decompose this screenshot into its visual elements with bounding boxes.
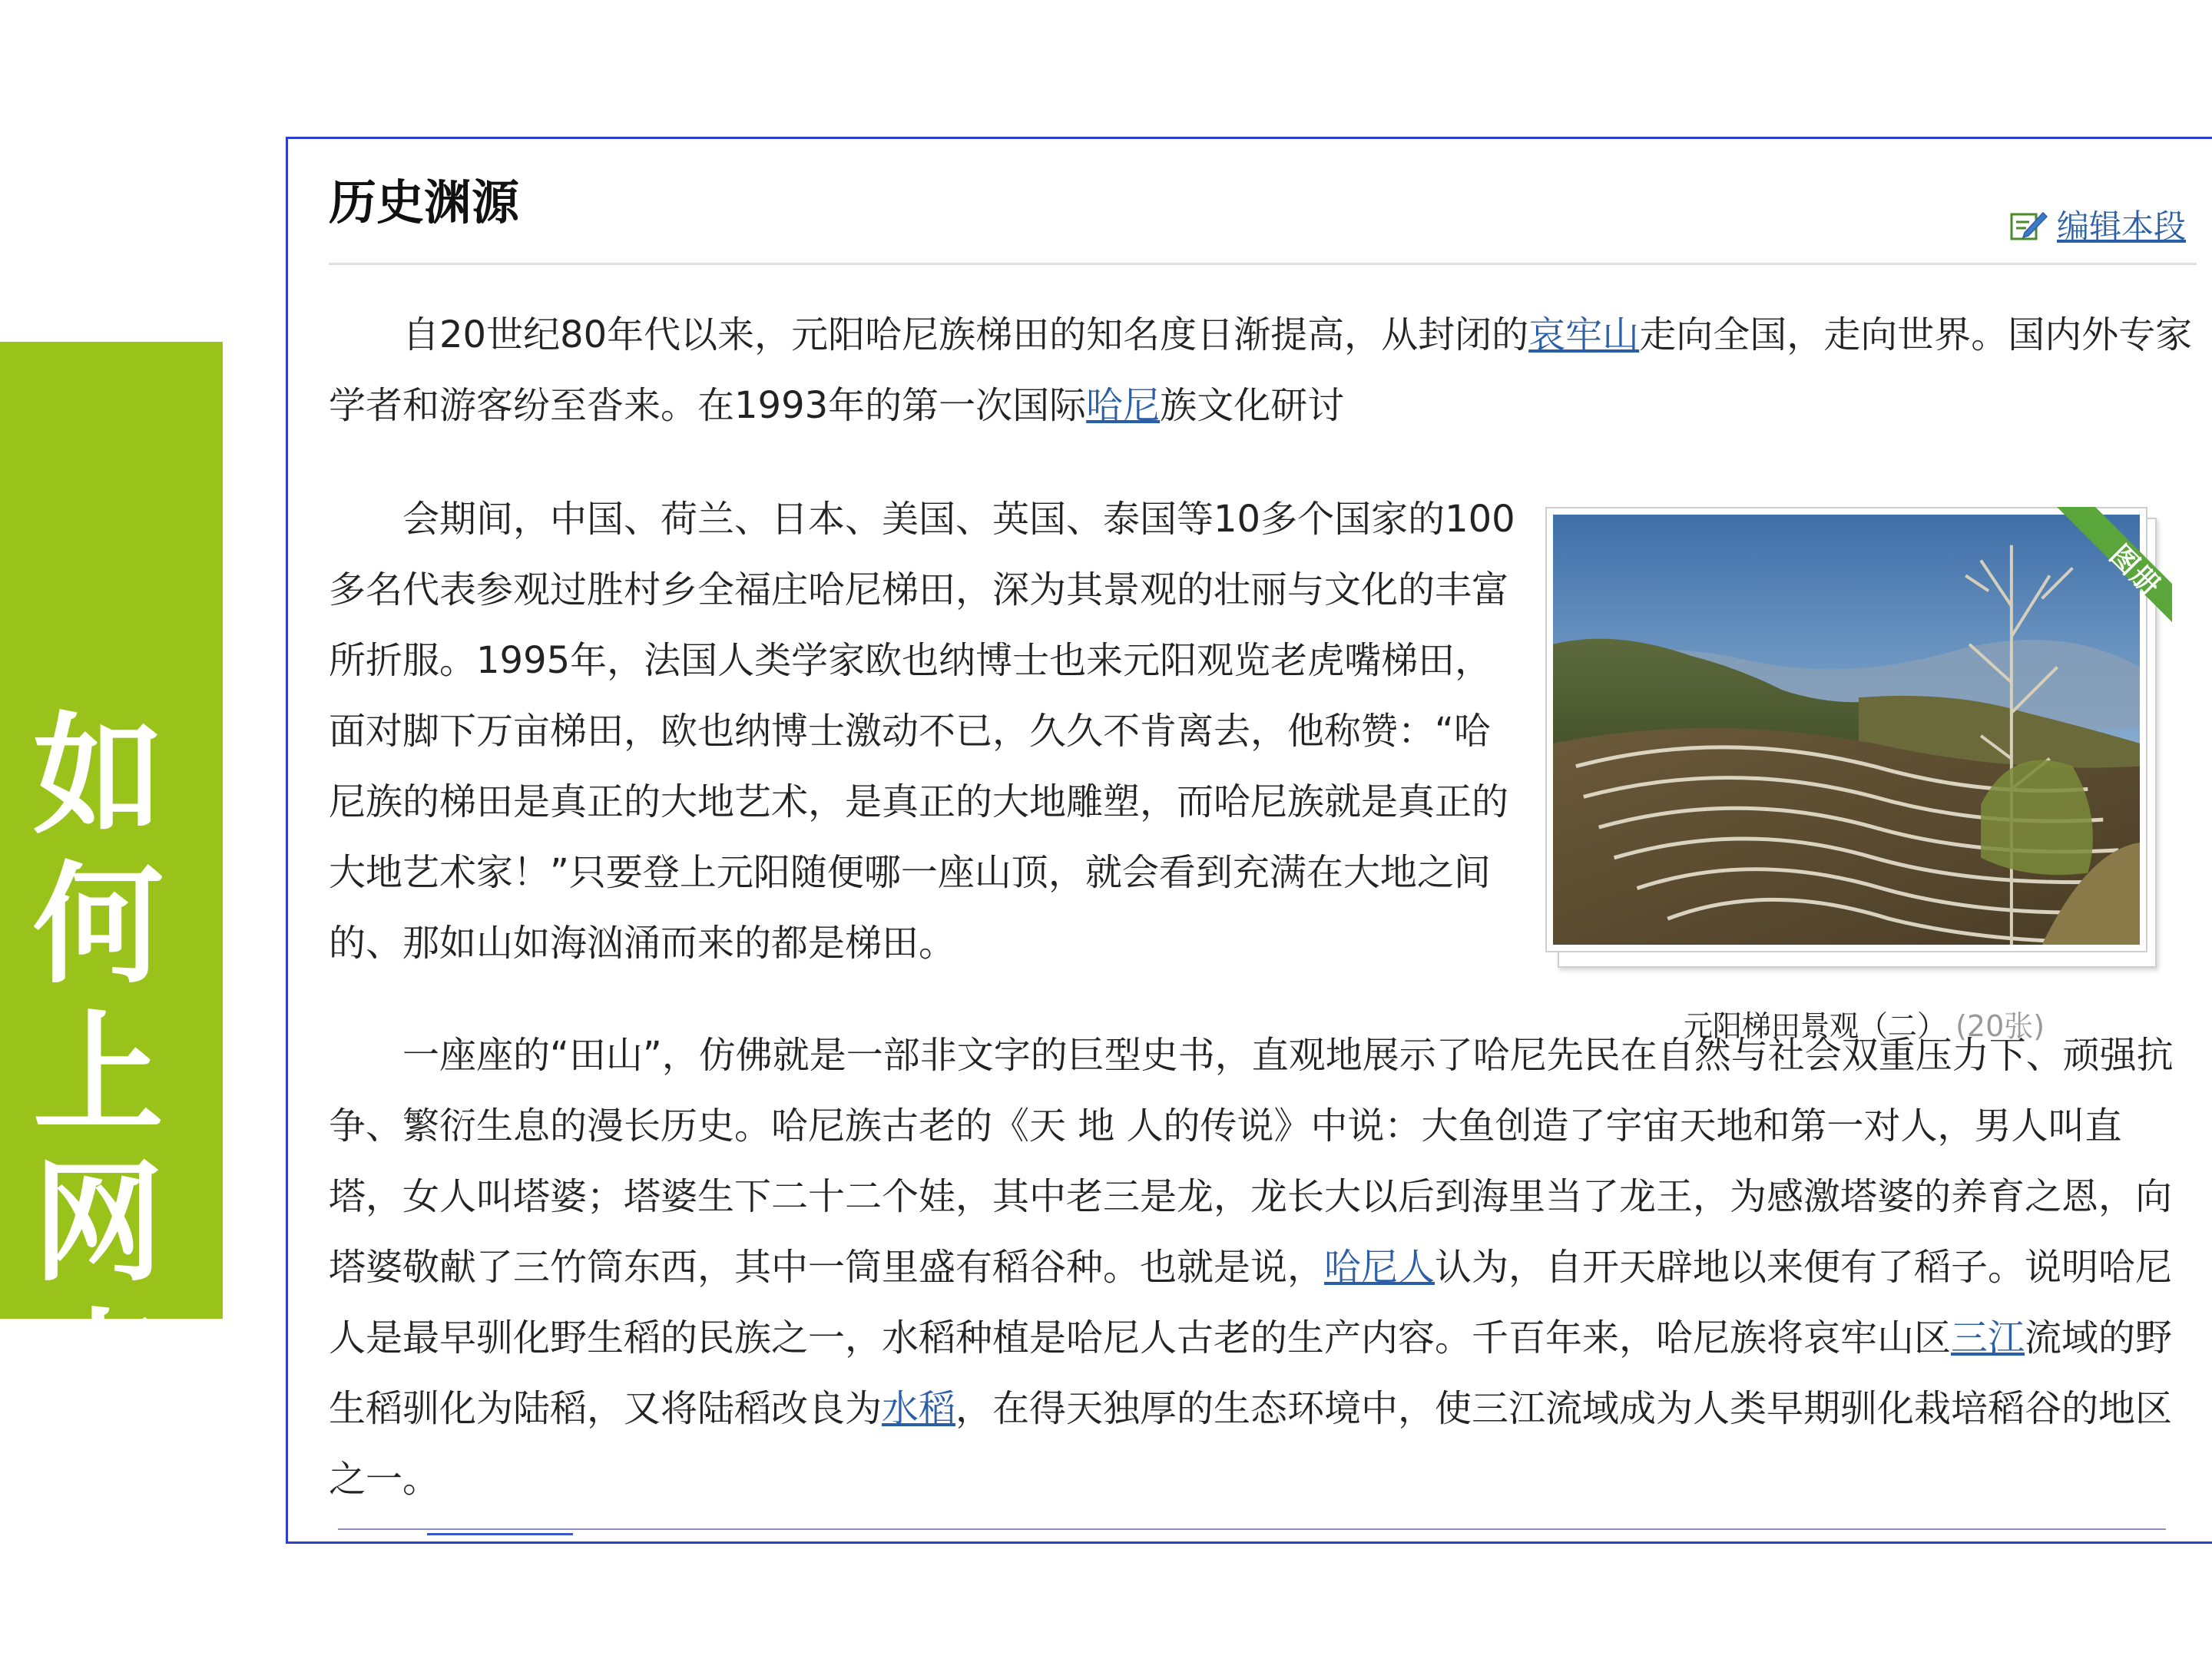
banner-char: 网 [32, 1146, 164, 1300]
paragraph-3 [329, 1020, 2195, 1515]
bottom-divider [338, 1528, 2166, 1530]
banner-char: 询 [32, 1444, 164, 1598]
ribbon-label: 图册 [2103, 539, 2167, 603]
banner-char: 如 [32, 699, 164, 853]
image-caption-title: 元阳梯田景观（二） [1684, 1009, 1947, 1043]
image-caption[interactable] [1684, 1005, 2045, 1048]
edit-section-label: 编辑本段 [2057, 207, 2187, 245]
article-link[interactable]: 三江 [1951, 1316, 2025, 1359]
paragraph-text: 自20世纪80年代以来，元阳哈尼族梯田的知名度日渐提高，从封闭的 [402, 313, 1529, 356]
article-link[interactable]: 哈尼人 [1324, 1246, 1435, 1289]
image-gallery-card[interactable] [1545, 507, 2167, 968]
paragraph-1 [329, 300, 2195, 441]
paragraph-text: 族文化研讨 [1160, 384, 1345, 427]
title-divider [329, 263, 2197, 265]
edit-section-link[interactable] [2009, 201, 2186, 247]
article-link[interactable]: 水稻 [882, 1387, 956, 1430]
paragraph-text: ，在得天独厚的生态环境中，使三江流域成为人类早期驯化栽培稻谷的地区之一。 [329, 1387, 2173, 1501]
article-link[interactable]: 哈尼 [1086, 384, 1161, 427]
section-title: 历史渊源 [329, 174, 520, 230]
paragraph-text: 走向全国，走向世界。国内外专家学者和游客纷至沓来。在1993年的第一次国际 [329, 313, 2193, 427]
banner-char: 查 [32, 1295, 164, 1449]
banner-char: 上 [32, 997, 164, 1151]
gallery-ribbon [2041, 507, 2172, 637]
side-banner [0, 342, 223, 1598]
image-count: (20张) [1955, 1009, 2045, 1043]
paragraph-text: 流域的野生稻驯化为陆稻，又将陆稻改良为 [329, 1316, 2173, 1430]
edit-pencil-icon [2009, 207, 2048, 242]
article-link[interactable]: 哀牢山 [1528, 313, 1640, 356]
paragraph-text: 会期间，中国、荷兰、日本、美国、英国、泰国等10多个国家的100多名代表参观过胜村乡全福庄哈尼梯田，深为其景观的壮丽与文化的丰富所折服。1995年，法国人类学家欧也纳博士也来元阳观览老虎嘴梯田，面对脚下万亩梯田，欧也纳博士激动不已，久久不肯离去，他称赞：“哈尼族的梯田是真正的大地艺术，是真正的大地雕塑，而哈尼族就是真正的大地艺术家！”只要登上元阳随便哪一座山顶，就会看到充满在大地之间的、那如山如海汹涌而来的都是梯田。 [329, 498, 1515, 965]
paragraph-text: 认为，自开天辟地以来便有了稻子。说明哈尼人是最早驯化野生稻的民族之一，水稻种植是哈尼人古老的生产内容。千百年来，哈尼族将哀牢山区 [329, 1246, 2173, 1359]
paragraph-text: 一座座的“田山”，仿佛就是一部非文字的巨型史书，直观地展示了哈尼先民在自然与社会双重压力下、顽强抗争、繁衍生息的漫长历史。哈尼族古老的《天 地 人的传说》中说：大鱼创造了宇宙天地和第一对人，男人叫直塔，女人叫塔婆；塔婆生下二十二个娃，其中老三是龙，龙长大以后到海里当了龙王，为感激塔婆的养育之恩，向塔婆敬献了三竹筒东西，其中一筒里盛有稻谷种。也就是说， [329, 1034, 2174, 1289]
paragraph-2 [329, 484, 1527, 979]
cropped-link-underline [427, 1533, 573, 1535]
banner-char: 何 [32, 848, 164, 1002]
